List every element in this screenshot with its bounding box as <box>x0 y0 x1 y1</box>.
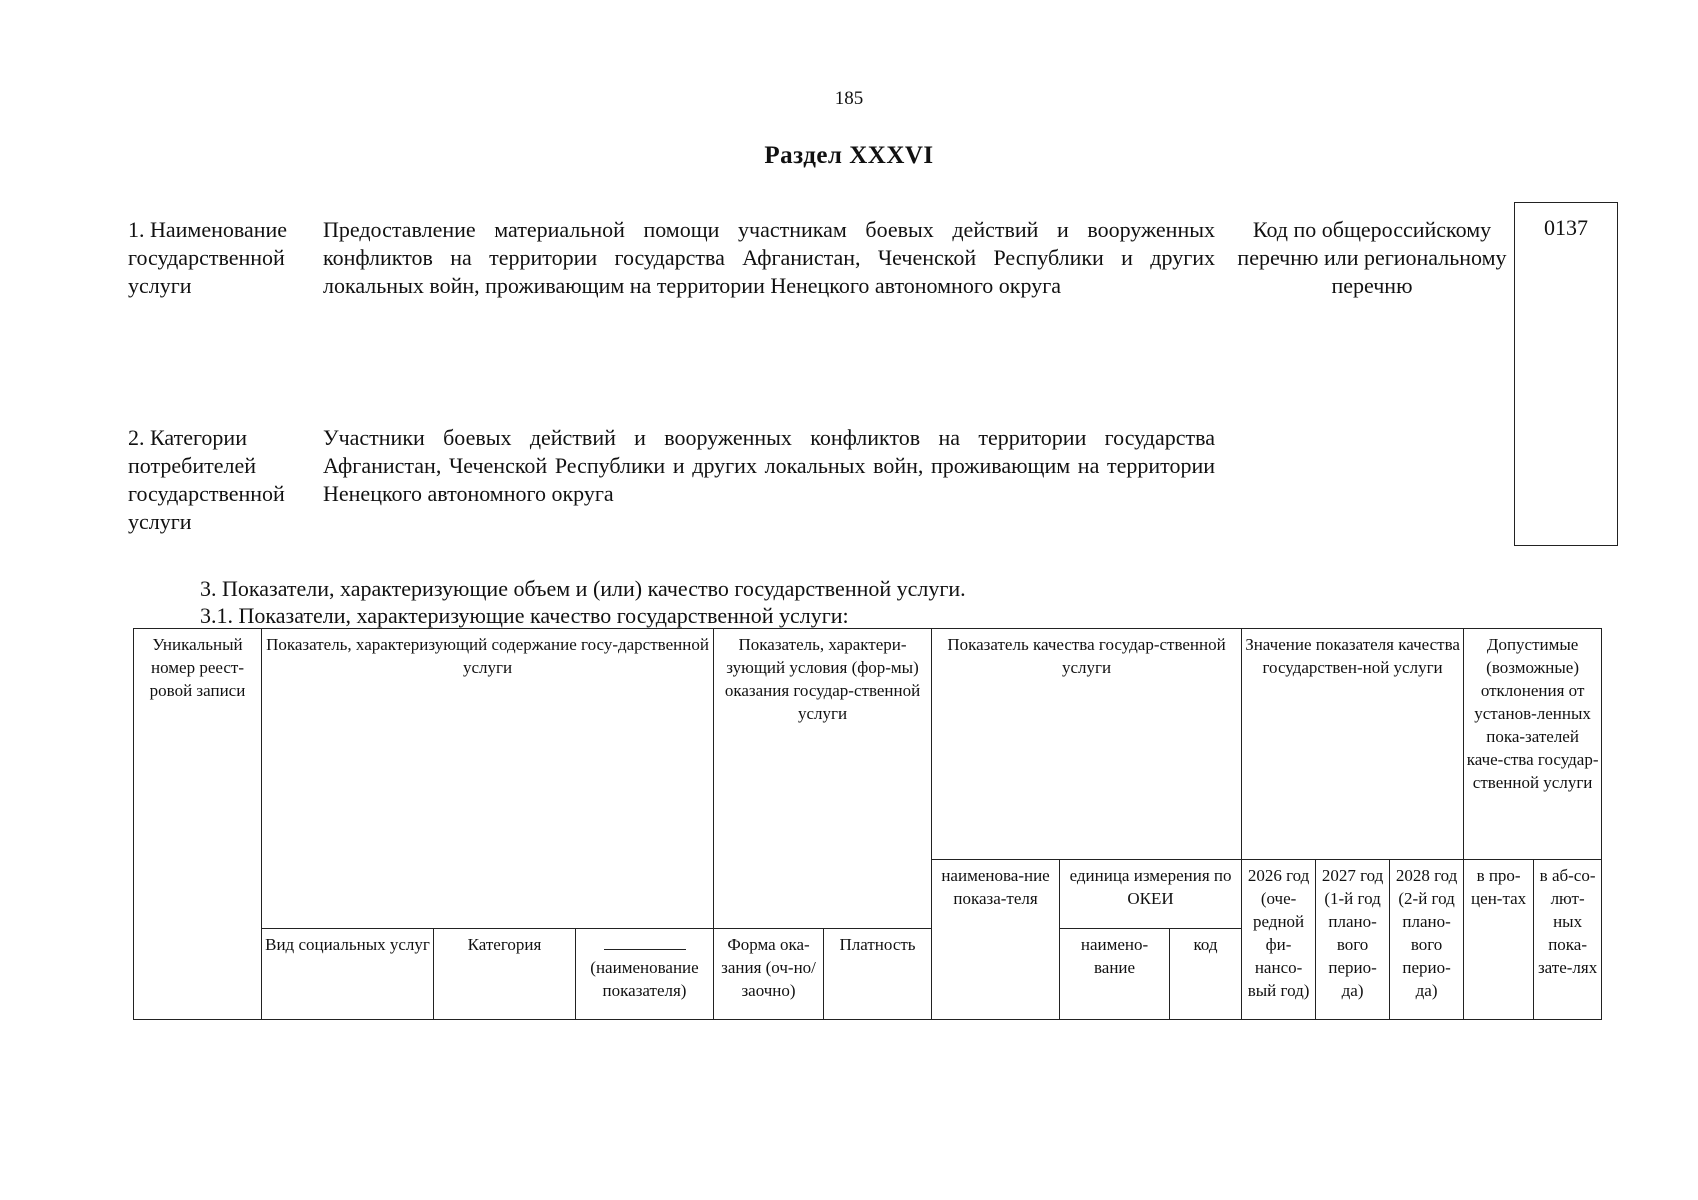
quality-indicators-heading: 3.1. Показатели, характеризующие качество государственной услуги: <box>200 603 849 628</box>
header-category: Категория <box>434 929 576 1020</box>
header-social-services-type: Вид социальных услуг <box>262 929 434 1020</box>
header-unit-name: наимено-вание <box>1060 929 1170 1020</box>
header-deviations: Допустимые (возможные) отклонения от установ-ленных пока-зателей каче-ства государ-ственной услуги <box>1464 629 1602 860</box>
header-year-2027: 2027 год (1-й год плано-вого перио-да) <box>1316 860 1390 1020</box>
indicators-heading: 3. Показатели, характеризующие объем и (или) качество государственной услуги. <box>200 576 966 601</box>
header-payment: Платность <box>824 929 932 1020</box>
service-name-label: 1. Наименование государственной услуги <box>128 217 288 298</box>
blank-line <box>604 935 686 950</box>
consumer-categories-label: 2. Категории потребителей государственной услуги <box>128 425 285 534</box>
section-title: Раздел XXXVI <box>764 142 934 169</box>
header-indicator-name-blank <box>576 929 714 1020</box>
indicator-name-paren: (наименование показателя) <box>590 958 699 1000</box>
header-indicator-name: наименова-ние показа-теля <box>932 860 1060 1020</box>
service-name-text: Предоставление материальной помощи участникам боевых действий и вооруженных конфликтов на территории государства Афганистан, Чеченской Республики и других локальных войн, проживающим на территории Ненецкого автономного округа <box>323 217 1215 298</box>
header-quality-indicator: Показатель качества государ-ственной услуги <box>932 629 1242 860</box>
header-in-percent: в про-цен-тах <box>1464 860 1534 1020</box>
header-quality-value: Значение показателя качества государствен-ной услуги <box>1242 629 1464 860</box>
header-unique-number: Уникальный номер реест-ровой записи <box>134 629 262 1020</box>
header-in-absolute: в аб-со-лют-ных пока-зате-лях <box>1534 860 1602 1020</box>
header-unit-code: код <box>1170 929 1242 1020</box>
header-year-2028: 2028 год (2-й год плано-вого перио-да) <box>1390 860 1464 1020</box>
header-year-2026: 2026 год (оче-редной фи-нансо-вый год) <box>1242 860 1316 1020</box>
registry-code-box <box>1514 202 1618 546</box>
registry-code-value: 0137 <box>1544 215 1588 240</box>
registry-code-label: Код по общероссийскому перечню или региональному перечню <box>1237 217 1507 298</box>
quality-indicators-table <box>133 628 1602 1020</box>
header-service-form: Форма ока-зания (оч-но/заочно) <box>714 929 824 1020</box>
header-content-indicator: Показатель, характеризующий содержание госу-дарственной услуги <box>262 629 714 929</box>
page-number: 185 <box>834 88 864 109</box>
header-conditions-indicator: Показатель, характери-зующий условия (фор-мы) оказания государ-ственной услуги <box>714 629 932 929</box>
consumer-categories-text: Участники боевых действий и вооруженных конфликтов на территории государства Афганистан, Чеченской Республики и других локальных войн, проживающим на территории Ненецкого автономного округа <box>323 425 1215 506</box>
header-unit-okei: единица измерения по ОКЕИ <box>1060 860 1242 929</box>
